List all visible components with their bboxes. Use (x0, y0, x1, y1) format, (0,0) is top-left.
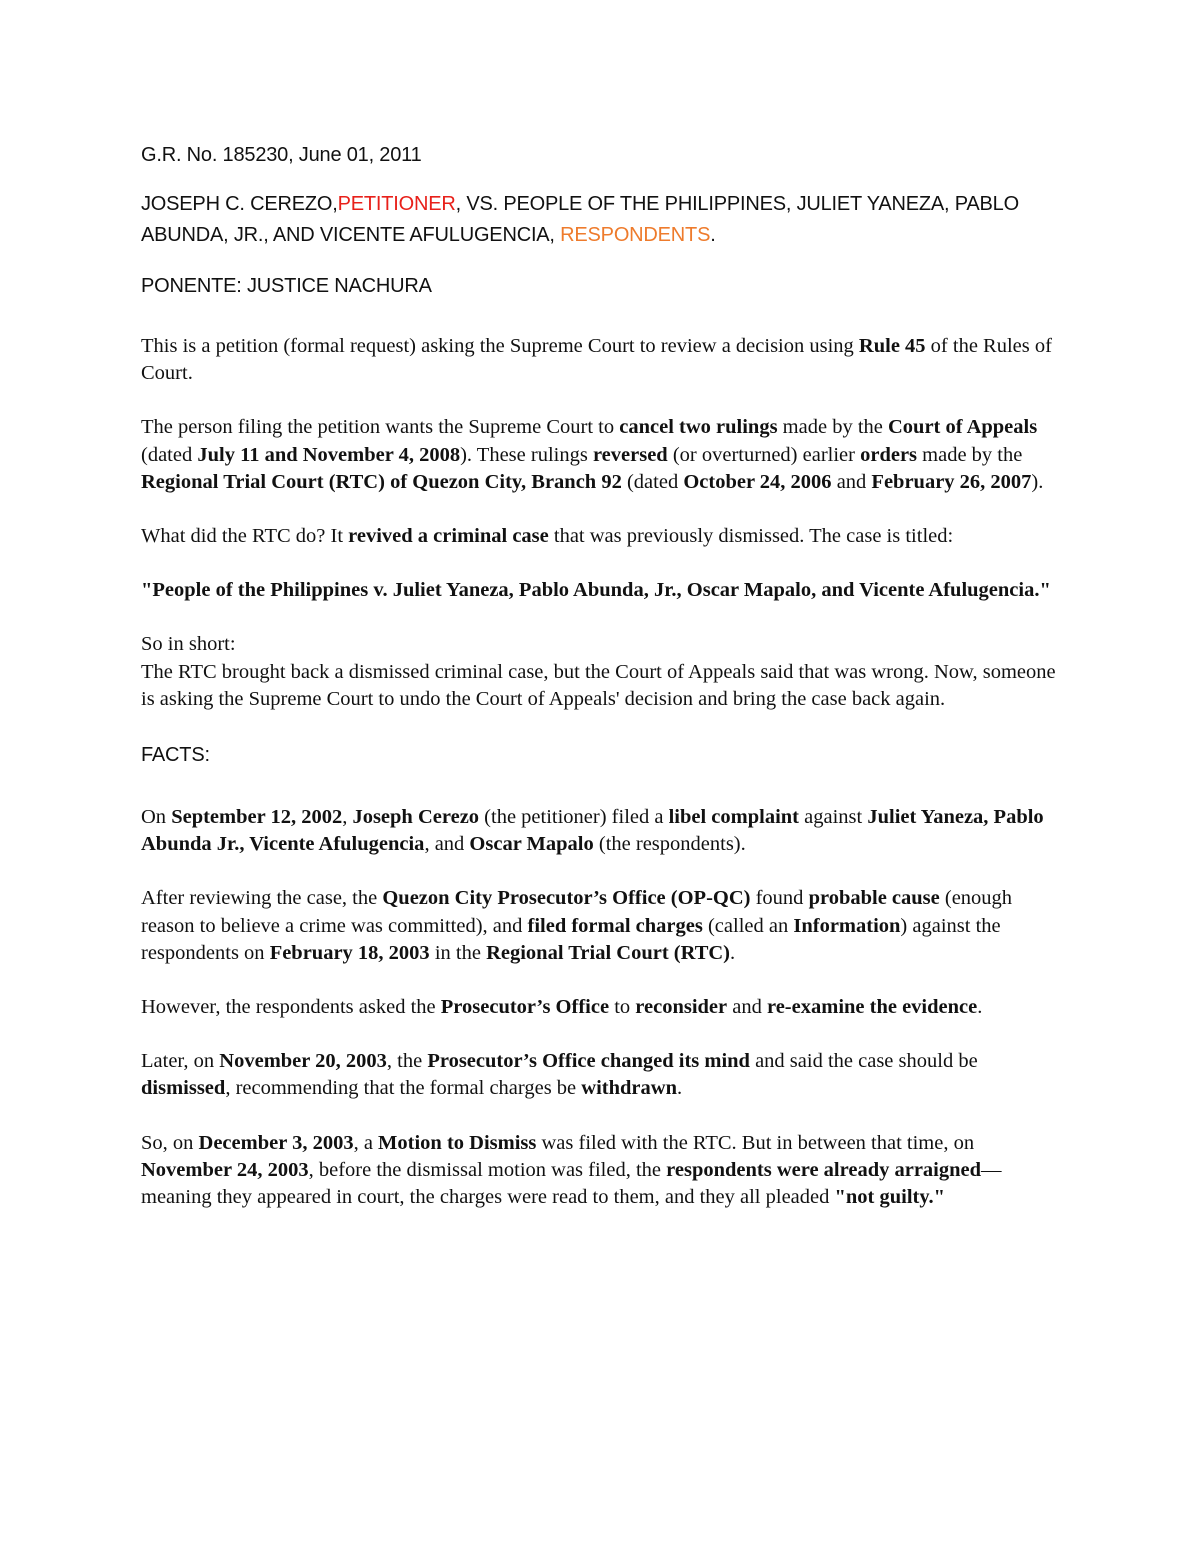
case-parties: JOSEPH C. CEREZO,PETITIONER, VS. PEOPLE OF THE PHILIPPINES, JULIET YANEZA, PABLO ABUNDA, JR., AND VICENTE AFULUGENCIA, RESPONDENTS. (141, 193, 1019, 246)
paragraph-fact-arraignment: So, on December 3, 2003, a Motion to Dismiss was filed with the RTC. But in between that time, on November 24, 2003, before the dismissal motion was filed, the respondents were already arraigned—meaning they appeared in court, the charges were read to them, and they all pleaded "not guilty." (141, 1131, 1002, 1209)
paragraph-fact-charges: After reviewing the case, the Quezon City Prosecutor’s Office (OP-QC) found probable cause (enough reason to believe a crime was committed), and filed formal charges (called an Information) against the respondents on February 18, 2003 in the Regional Trial Court (RTC). (141, 887, 1013, 964)
versus-respondents: , VS. PEOPLE OF THE PHILIPPINES, JULIET YANEZA, PABLO ABUNDA, JR., AND VICENTE AFULUGENCIA, (141, 193, 1019, 246)
petitioner-label: PETITIONER (337, 193, 456, 215)
paragraph-petition-intro: This is a petition (formal request) asking the Supreme Court to review a decision using Rule 45 of the Rules of Court. (141, 335, 1052, 385)
paragraph-fact-complaint: On September 12, 2002, Joseph Cerezo (the petitioner) filed a libel complaint against Juliet Yaneza, Pablo Abunda Jr., Vicente Afulugencia, and Oscar Mapalo (the respondents). (141, 806, 1044, 856)
paragraph-rtc-action: What did the RTC do? It revived a criminal case that was previously dismissed. The case is titled: (141, 525, 954, 548)
case-title: "People of the Philippines v. Juliet Yaneza, Pablo Abunda, Jr., Oscar Mapalo, and Vicente Afulugencia." (141, 579, 1051, 602)
paragraph-rulings: The person filing the petition wants the Supreme Court to cancel two rulings made by the Court of Appeals (dated July 11 and November 4, 2008). These rulings reversed (or overturned) earlier orders made by the Regional Trial Court (RTC) of Quezon City, Branch 92 (dated October 24, 2006 and February 26, 2007). (141, 416, 1044, 493)
facts-heading: FACTS: (141, 744, 210, 767)
petitioner-name: JOSEPH C. CEREZO, (141, 193, 338, 215)
case-number: G.R. No. 185230, June 01, 2011 (141, 144, 422, 166)
paragraph-fact-dismissal: Later, on November 20, 2003, the Prosecutor’s Office changed its mind and said the case should be dismissed, recommending that the formal charges be withdrawn. (141, 1050, 978, 1100)
document-page (141, 140, 1066, 1211)
paragraph-summary: So in short: The RTC brought back a dismissed criminal case, but the Court of Appeals said that was wrong. Now, someone is asking the Supreme Court to undo the Court of Appeals' decision and bring the case back again. (141, 633, 1056, 710)
ponente: PONENTE: JUSTICE NACHURA (141, 275, 432, 297)
paragraph-fact-reconsider: However, the respondents asked the Prosecutor’s Office to reconsider and re-examine the evidence. (141, 996, 983, 1019)
respondents-label: RESPONDENTS (560, 224, 711, 246)
